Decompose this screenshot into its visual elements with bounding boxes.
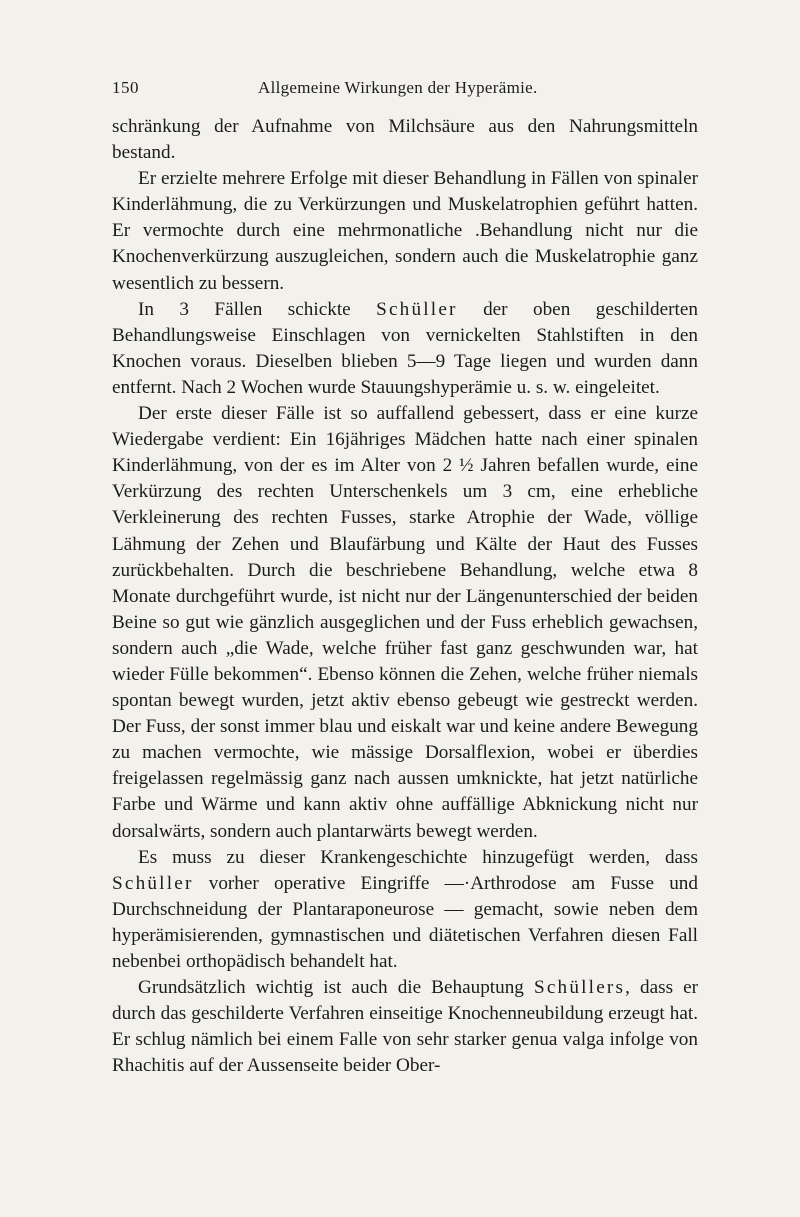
author-name: Schüllers bbox=[533, 977, 626, 999]
paragraph-results: Er erzielte mehrere Erfolge mit dieser Behandlung in Fällen von spinaler Kinderlähmung, die zu Verkürzungen und Muskelatrophien geführt hatten. Er vermochte durch eine mehrmonatliche .Behandlung nicht nur die Knochenverkürzung auszugleichen, sondern auch die Muskelatrophie ganz wesentlich zu bessern. bbox=[112, 168, 698, 294]
paragraph-text: In 3 Fällen schickte bbox=[138, 298, 377, 320]
body-text bbox=[112, 114, 698, 1079]
paragraph-text: der oben geschilderten Behandlungsweise Einschlagen von vernickelten Stahlstiften in den Knochen voraus. Dieselben blieben 5—9 Tage liegen und wurden dann entfernt. Nach 2 Wochen wurde Stauungshyperämie u. s. w. eingeleitet. bbox=[112, 298, 698, 398]
paragraph-three-cases bbox=[112, 297, 698, 401]
author-name: Schüller bbox=[112, 872, 194, 894]
paragraph-text: Grundsätzlich wichtig ist auch die Behauptung bbox=[138, 977, 534, 999]
page-header bbox=[112, 78, 698, 102]
author-name: Schüller bbox=[376, 298, 458, 320]
page-number: 150 bbox=[112, 78, 139, 97]
paragraph-text: , dass er durch das geschilderte Verfahren einseitige Knochenneubildung erzeugt hat. Er schlug nämlich bei einem Falle von sehr starker genua valga infolge von Rhachitis auf der Aussenseite beider Ober- bbox=[112, 977, 699, 1077]
paragraph-addendum bbox=[112, 845, 698, 975]
paragraph-continuation: schränkung der Aufnahme von Milchsäure aus den Nahrungsmitteln bestand. bbox=[112, 116, 698, 164]
paragraph-text: vorher operative Eingriffe —·Arthrodose am Fusse und Durchschneidung der Plantaraponeurose — gemacht, sowie neben dem hyperämisierenden, gymnastischen und diätetischen Verfahren diesen Fall nebenbei orthopädisch behandelt hat. bbox=[112, 872, 698, 972]
paragraph-first-case: Der erste dieser Fälle ist so auffallend gebessert, dass er eine kurze Wiedergabe verdient: Ein 16jähriges Mädchen hatte nach einer spinalen Kinderlähmung, von der es im Alter von 2 ½ Jahren befallen wurde, eine Verkürzung des rechten Unterschenkels um 3 cm, eine erhebliche Verkleinerung des rechten Fusses, starke Atrophie der Wade, völlige Lähmung der Zehen und Blaufärbung und Kälte der Haut des Fusses zurückbehalten. Durch die beschriebene Behandlung, welche etwa 8 Monate durchgeführt wurde, ist nicht nur der Längenunterschied der beiden Beine so gut wie gänzlich ausgeglichen und der Fuss erheblich gewachsen, sondern auch „die Wade, welche früher fast ganz geschwunden war, hat wieder Fülle bekommen“. Ebenso können die Zehen, welche früher niemals spontan bewegt wurden, jetzt aktiv ebenso gebeugt wie gestreckt werden. Der Fuss, der sonst immer blau und eiskalt war und keine andere Bewegung zu machen vermochte, wie mässige Dorsalflexion, wobei er überdies freigelassen regelmässig ganz nach aussen umknickte, hat jetzt natürliche Farbe und Wärme und kann aktiv ohne auffällige Abknickung nicht nur dorsalwärts, sondern auch plantarwärts bewegt werden. bbox=[112, 403, 698, 842]
paragraph-principle bbox=[112, 975, 698, 1079]
running-head: Allgemeine Wirkungen der Hyperämie. bbox=[258, 78, 538, 97]
paragraph-text: Es muss zu dieser Krankengeschichte hinzugefügt werden, dass bbox=[138, 846, 698, 868]
